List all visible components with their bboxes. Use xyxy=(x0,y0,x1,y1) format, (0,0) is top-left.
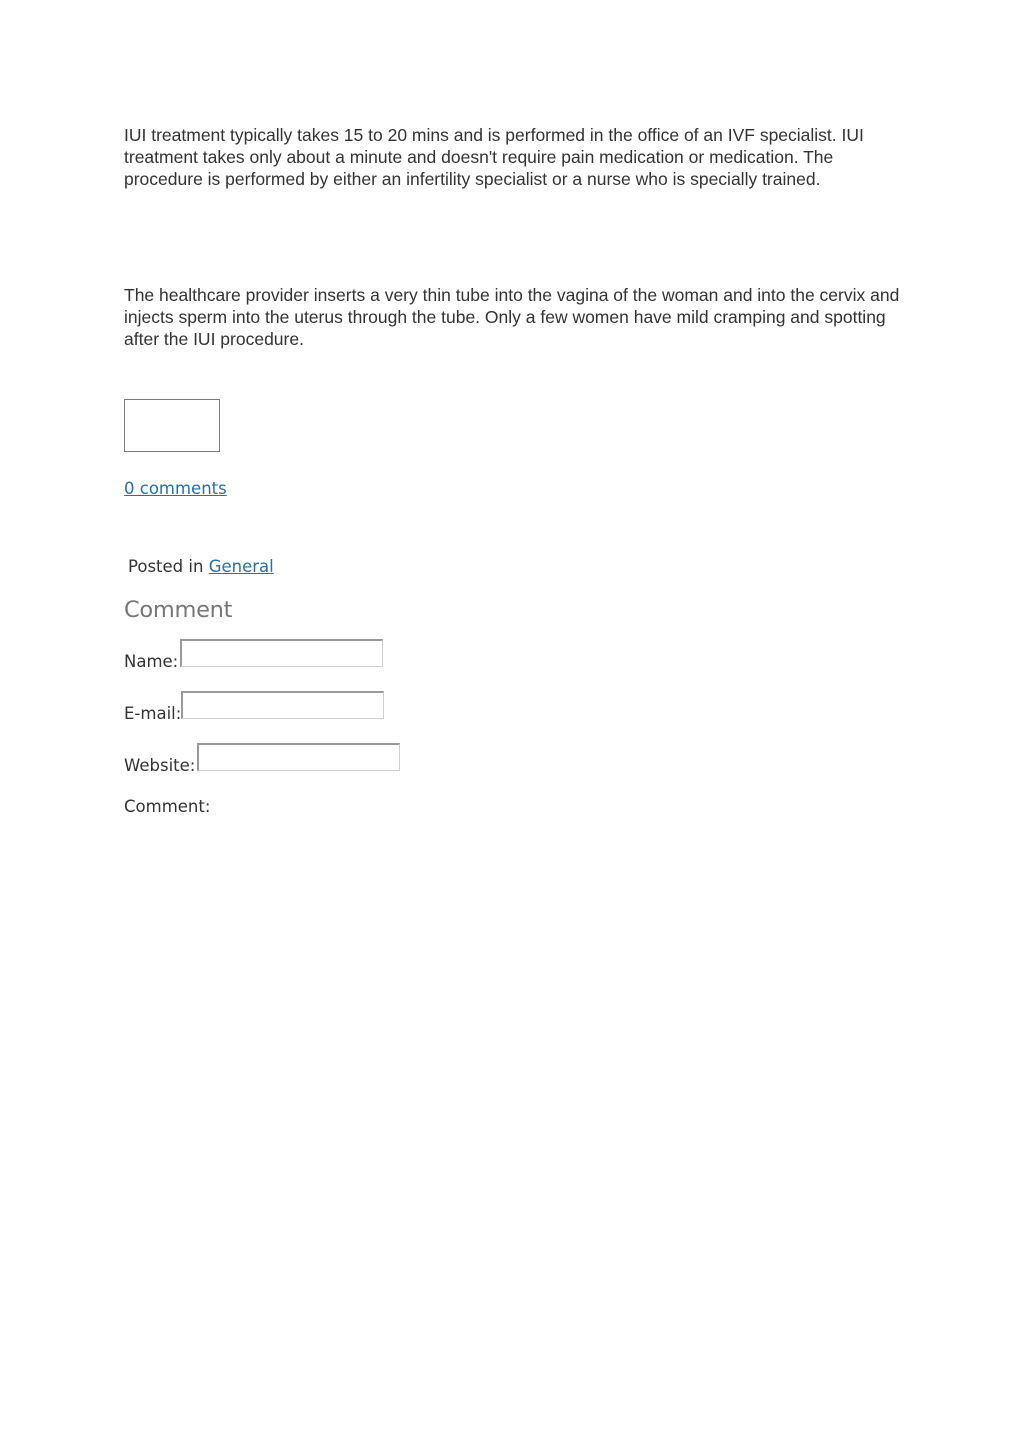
comments-count-link[interactable]: 0 comments xyxy=(124,479,227,498)
website-label: Website: xyxy=(124,756,196,775)
article-paragraph-2: The healthcare provider inserts a very thin tube into the vagina of the woman and into the cervix and injects sperm into the uterus through the tube. Only a few women have mild cramping and spotting after the IUI procedure. xyxy=(124,285,900,349)
email-field[interactable] xyxy=(181,691,384,719)
posted-in-label: Posted in xyxy=(128,557,204,576)
posted-in-line xyxy=(128,557,274,576)
category-link-general[interactable]: General xyxy=(208,557,274,576)
name-field[interactable] xyxy=(180,639,383,667)
article-paragraph-1: IUI treatment typically takes 15 to 20 mins and is performed in the office of an IVF specialist. IUI treatment takes only about a minute and doesn't require pain medication or medication. The procedure is performed by either an infertility specialist or a nurse who is specially trained. xyxy=(124,125,864,189)
image-placeholder xyxy=(124,399,220,452)
website-field[interactable] xyxy=(197,743,400,771)
comment-label: Comment: xyxy=(124,797,211,816)
comment-heading: Comment xyxy=(124,597,233,623)
email-label: E-mail: xyxy=(124,704,182,723)
name-label: Name: xyxy=(124,652,179,671)
